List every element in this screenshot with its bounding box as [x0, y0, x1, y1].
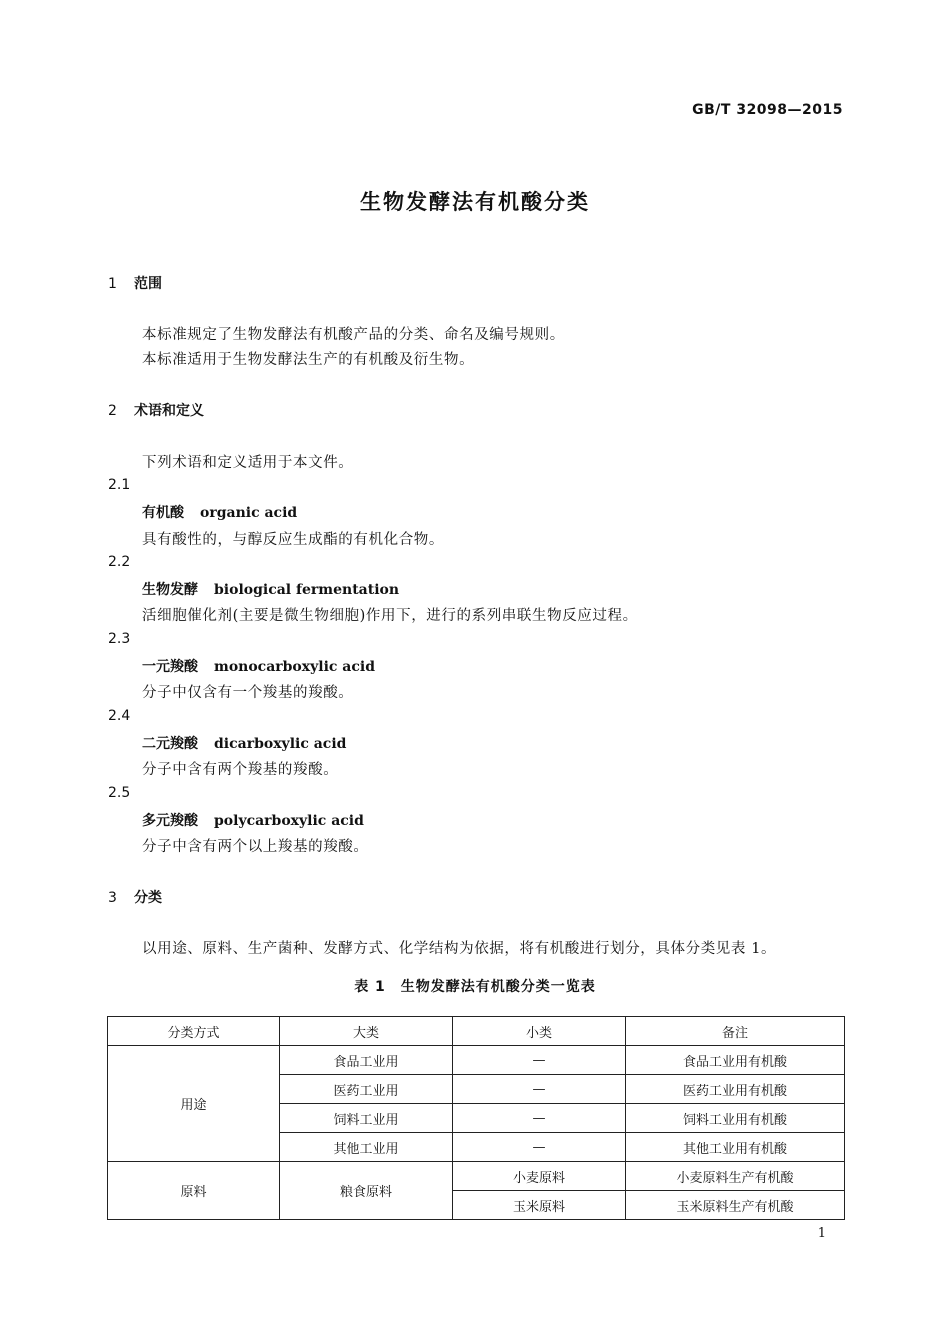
- table-header-row: [108, 1017, 845, 1046]
- column-header: 大类: [280, 1017, 453, 1046]
- paragraph: 本标准适用于生物发酵法生产的有机酸及衍生物。: [142, 352, 475, 368]
- term-definition: 分子中含有两个羧基的羧酸。: [142, 762, 339, 778]
- paragraph: 本标准规定了生物发酵法有机酸产品的分类、命名及编号规则。: [142, 327, 565, 343]
- clause-number: 2.3: [108, 631, 131, 647]
- minor-cell: 小麦原料: [453, 1162, 626, 1191]
- paragraph: 下列术语和定义适用于本文件。: [142, 455, 354, 471]
- clause-number: 2.5: [108, 785, 131, 801]
- term-en: biological fermentation: [214, 582, 400, 598]
- major-cell: 医药工业用: [280, 1075, 453, 1104]
- term-entry: [142, 733, 346, 753]
- classification-table: [107, 1016, 845, 1220]
- term-cn: 多元羧酸: [142, 813, 198, 829]
- note-cell: 小麦原料生产有机酸: [626, 1162, 845, 1191]
- term-en: dicarboxylic acid: [214, 736, 347, 752]
- table-row: [108, 1162, 845, 1191]
- note-cell: 医药工业用有机酸: [626, 1075, 845, 1104]
- major-cell: 其他工业用: [280, 1133, 453, 1162]
- column-header: 备注: [626, 1017, 845, 1046]
- category-cell: 原料: [108, 1162, 280, 1220]
- table-row: [108, 1046, 845, 1075]
- term-definition: 活细胞催化剂(主要是微生物细胞)作用下，进行的系列串联生物反应过程。: [142, 608, 638, 624]
- section-2-heading: [108, 400, 204, 420]
- section-3-heading: [108, 887, 162, 907]
- minor-cell: —: [453, 1075, 626, 1104]
- section-title: 术语和定义: [134, 403, 204, 419]
- minor-cell: —: [453, 1046, 626, 1075]
- term-en: monocarboxylic acid: [214, 659, 375, 675]
- term-entry: [142, 579, 399, 599]
- minor-cell: —: [453, 1104, 626, 1133]
- minor-cell: 玉米原料: [453, 1191, 626, 1220]
- term-entry: [142, 656, 375, 676]
- column-header: 小类: [453, 1017, 626, 1046]
- section-1-heading: [108, 273, 162, 293]
- term-cn: 有机酸: [142, 505, 184, 521]
- note-cell: 其他工业用有机酸: [626, 1133, 845, 1162]
- major-cell: 饲料工业用: [280, 1104, 453, 1133]
- document-title: 生物发酵法有机酸分类: [360, 190, 590, 214]
- term-entry: [142, 810, 364, 830]
- paragraph: 以用途、原料、生产菌种、发酵方式、化学结构为依据，将有机酸进行划分，具体分类见表 1。: [142, 941, 777, 957]
- minor-cell: —: [453, 1133, 626, 1162]
- major-cell: 食品工业用: [280, 1046, 453, 1075]
- note-cell: 玉米原料生产有机酸: [626, 1191, 845, 1220]
- table-caption: 表 1 生物发酵法有机酸分类一览表: [354, 979, 596, 995]
- section-title: 范围: [134, 276, 162, 292]
- section-number: 2: [108, 403, 117, 419]
- term-en: polycarboxylic acid: [214, 813, 364, 829]
- clause-number: 2.2: [108, 554, 131, 570]
- standard-code: GB/T 32098—2015: [692, 102, 843, 118]
- clause-number: 2.4: [108, 708, 131, 724]
- note-cell: 食品工业用有机酸: [626, 1046, 845, 1075]
- term-cn: 生物发酵: [142, 582, 198, 598]
- column-header: 分类方式: [108, 1017, 280, 1046]
- term-definition: 分子中含有两个以上羧基的羧酸。: [142, 839, 369, 855]
- term-definition: 分子中仅含有一个羧基的羧酸。: [142, 685, 354, 701]
- section-title: 分类: [134, 890, 162, 906]
- major-cell: 粮食原料: [280, 1162, 453, 1220]
- term-entry: [142, 502, 297, 522]
- page-number: 1: [817, 1226, 826, 1241]
- term-definition: 具有酸性的，与醇反应生成酯的有机化合物。: [142, 532, 444, 548]
- category-cell: 用途: [108, 1046, 280, 1162]
- section-number: 1: [108, 276, 117, 292]
- clause-number: 2.1: [108, 477, 131, 493]
- section-number: 3: [108, 890, 117, 906]
- note-cell: 饲料工业用有机酸: [626, 1104, 845, 1133]
- term-cn: 二元羧酸: [142, 736, 198, 752]
- term-cn: 一元羧酸: [142, 659, 198, 675]
- term-en: organic acid: [200, 505, 298, 521]
